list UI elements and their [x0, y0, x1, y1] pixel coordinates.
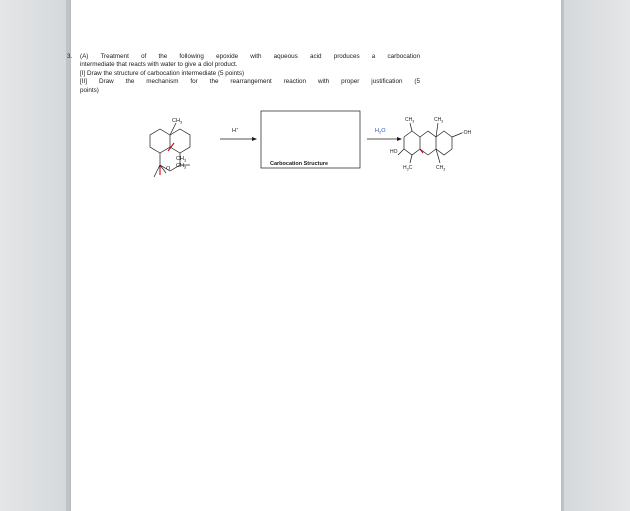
question-part-1: [I] Draw the structure of carbocation intermediate (5 points) [80, 69, 245, 77]
question-part-2-cont: points) [80, 86, 99, 94]
carbocation-label: Carbocation Structure [270, 161, 329, 167]
question-line-2: intermediate that reacts with water to give a diol product. [80, 61, 238, 69]
product-ring-b-bond [420, 131, 428, 137]
question-line-1: (A) Treatment of the following epoxide with aqueous acid produces a carbocation [80, 53, 420, 60]
product-ho-bond [398, 149, 404, 155]
reaction-arrow-2 [367, 137, 402, 141]
product-oh-bond [452, 133, 462, 137]
reactant-ch3-bottom: $CH_3$ [176, 163, 187, 170]
red-bond-2 [168, 143, 174, 151]
product-oh: -OH [462, 130, 472, 136]
product-h3c: $H_3C$ [403, 165, 413, 172]
product-diol [398, 123, 428, 163]
question-part-2: [II] Draw the mechanism for the rearrangement reaction with proper justification (5 [80, 78, 420, 86]
reagent-h-plus: H+ [232, 126, 239, 134]
reactant-o-label: O [166, 166, 171, 172]
question-block [67, 53, 420, 95]
product-methyl-b-bond [436, 123, 438, 137]
reactant-ch3-top: $CH_3$ [172, 118, 183, 125]
methyl-bond-bottom [154, 165, 160, 177]
reaction-scheme [92, 107, 428, 185]
product-ho: HO [390, 149, 398, 155]
product-methyl-a-bond [410, 123, 412, 131]
product-methyl-c-bond [436, 149, 440, 163]
reaction-arrow-1 [220, 137, 257, 141]
carbocation-answer-box [261, 111, 360, 168]
ring-a [150, 129, 170, 153]
product-h3c-bond [410, 155, 412, 163]
product-ring-c [436, 131, 452, 155]
reactant-ch3-right: $CH_3$ [176, 156, 187, 163]
question-number: 3. [67, 53, 73, 60]
product-diol-right [428, 107, 508, 185]
product-ring-a [404, 131, 420, 155]
reagent-water: $H_2O$ [375, 128, 386, 135]
product-ch3-b: $CH_3$ [434, 117, 444, 124]
product-ch3-a: $CH_3$ [405, 117, 415, 124]
product-ring-b [428, 131, 436, 155]
product-ch3-c: $CH_3$ [436, 165, 446, 172]
ring-b [170, 129, 190, 153]
